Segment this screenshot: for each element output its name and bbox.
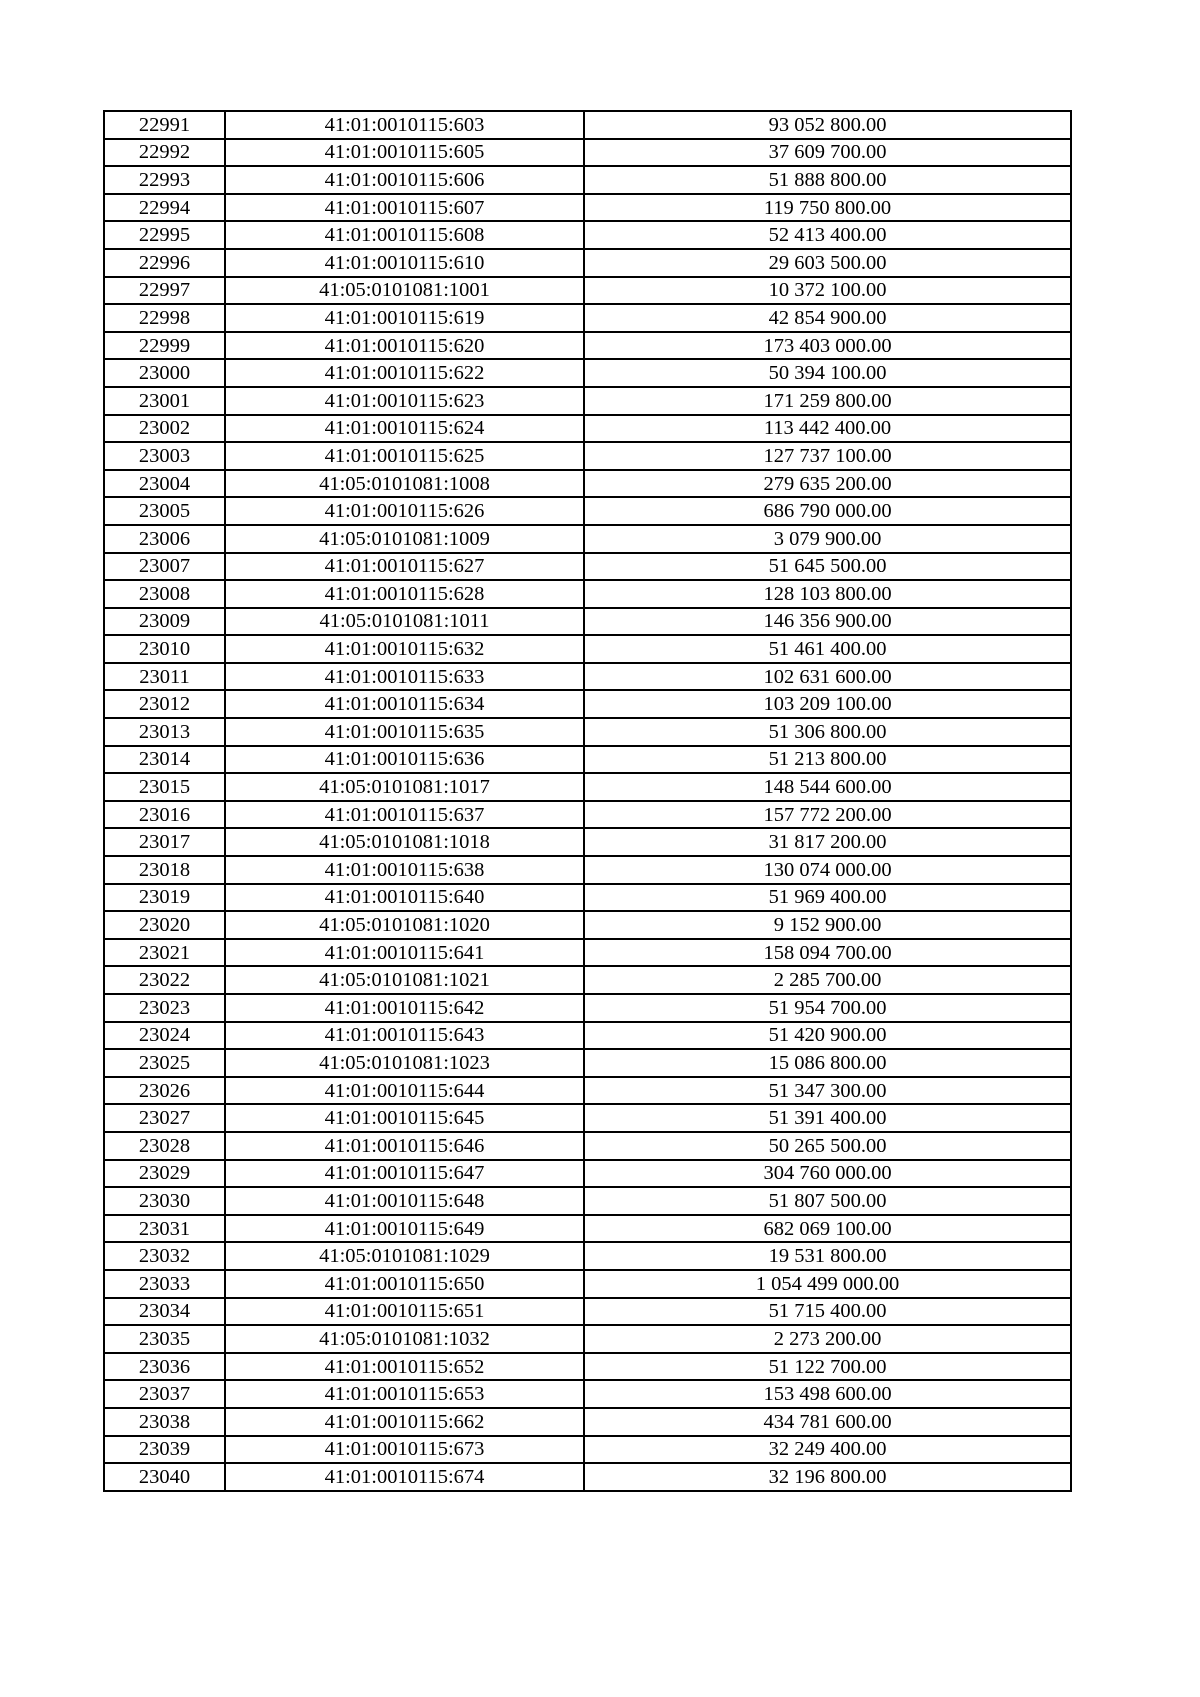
row-number-cell: 22997 [104,277,225,305]
cadastral-number-cell: 41:05:0101081:1011 [225,608,584,636]
cadastral-number-cell: 41:01:0010115:647 [225,1160,584,1188]
cadastral-number-cell: 41:01:0010115:605 [225,139,584,167]
row-number-cell: 23003 [104,442,225,470]
cadastral-number-cell: 41:01:0010115:637 [225,801,584,829]
row-number-cell: 23007 [104,553,225,581]
cadastral-number-cell: 41:01:0010115:632 [225,635,584,663]
row-number-cell: 23014 [104,746,225,774]
cadastral-value-cell: 1 054 499 000.00 [584,1270,1071,1298]
table-row [104,911,1071,939]
row-number-cell: 23015 [104,773,225,801]
table-row [104,1187,1071,1215]
row-number-cell: 23011 [104,663,225,691]
row-number-cell: 23034 [104,1298,225,1326]
cadastral-value-cell: 19 531 800.00 [584,1242,1071,1270]
cadastral-value-table [103,110,1072,1492]
cadastral-number-cell: 41:05:0101081:1032 [225,1325,584,1353]
row-number-cell: 23009 [104,608,225,636]
cadastral-number-cell: 41:01:0010115:636 [225,746,584,774]
table-row [104,663,1071,691]
table-row [104,828,1071,856]
cadastral-value-cell: 51 122 700.00 [584,1353,1071,1381]
cadastral-value-cell: 51 213 800.00 [584,746,1071,774]
cadastral-number-cell: 41:05:0101081:1021 [225,966,584,994]
cadastral-value-cell: 682 069 100.00 [584,1215,1071,1243]
cadastral-number-cell: 41:05:0101081:1018 [225,828,584,856]
cadastral-number-cell: 41:05:0101081:1023 [225,1049,584,1077]
cadastral-number-cell: 41:01:0010115:673 [225,1436,584,1464]
table-row [104,856,1071,884]
row-number-cell: 23004 [104,470,225,498]
cadastral-value-cell: 51 461 400.00 [584,635,1071,663]
row-number-cell: 23030 [104,1187,225,1215]
row-number-cell: 23027 [104,1104,225,1132]
table-row [104,221,1071,249]
cadastral-value-cell: 148 544 600.00 [584,773,1071,801]
cadastral-number-cell: 41:01:0010115:606 [225,166,584,194]
cadastral-value-cell: 113 442 400.00 [584,415,1071,443]
row-number-cell: 23036 [104,1353,225,1381]
cadastral-number-cell: 41:01:0010115:648 [225,1187,584,1215]
table-row [104,166,1071,194]
row-number-cell: 22994 [104,194,225,222]
cadastral-value-cell: 146 356 900.00 [584,608,1071,636]
cadastral-number-cell: 41:01:0010115:627 [225,553,584,581]
cadastral-value-cell: 50 265 500.00 [584,1132,1071,1160]
row-number-cell: 23019 [104,884,225,912]
cadastral-number-cell: 41:01:0010115:649 [225,1215,584,1243]
table-row [104,746,1071,774]
row-number-cell: 23023 [104,994,225,1022]
cadastral-value-cell: 52 413 400.00 [584,221,1071,249]
row-number-cell: 22993 [104,166,225,194]
cadastral-number-cell: 41:01:0010115:635 [225,718,584,746]
cadastral-number-cell: 41:01:0010115:610 [225,249,584,277]
table-row [104,1353,1071,1381]
table-row [104,608,1071,636]
cadastral-number-cell: 41:01:0010115:662 [225,1408,584,1436]
row-number-cell: 22999 [104,332,225,360]
table-row [104,249,1071,277]
row-number-cell: 23013 [104,718,225,746]
cadastral-number-cell: 41:05:0101081:1029 [225,1242,584,1270]
row-number-cell: 23037 [104,1380,225,1408]
row-number-cell: 22998 [104,304,225,332]
cadastral-number-cell: 41:01:0010115:607 [225,194,584,222]
cadastral-value-cell: 102 631 600.00 [584,663,1071,691]
table-row [104,1463,1071,1491]
row-number-cell: 23038 [104,1408,225,1436]
table-row [104,994,1071,1022]
cadastral-value-cell: 119 750 800.00 [584,194,1071,222]
table-row [104,277,1071,305]
table-row [104,139,1071,167]
table-row [104,1132,1071,1160]
table-row [104,1215,1071,1243]
row-number-cell: 23035 [104,1325,225,1353]
cadastral-number-cell: 41:05:0101081:1009 [225,525,584,553]
cadastral-value-cell: 51 645 500.00 [584,553,1071,581]
cadastral-number-cell: 41:01:0010115:644 [225,1077,584,1105]
row-number-cell: 23018 [104,856,225,884]
cadastral-value-cell: 50 394 100.00 [584,359,1071,387]
row-number-cell: 23026 [104,1077,225,1105]
row-number-cell: 23012 [104,690,225,718]
cadastral-value-cell: 42 854 900.00 [584,304,1071,332]
cadastral-number-cell: 41:01:0010115:622 [225,359,584,387]
cadastral-value-cell: 37 609 700.00 [584,139,1071,167]
table-row [104,415,1071,443]
table-row [104,1380,1071,1408]
row-number-cell: 23025 [104,1049,225,1077]
cadastral-value-cell: 304 760 000.00 [584,1160,1071,1188]
table-row [104,690,1071,718]
cadastral-value-cell: 51 969 400.00 [584,884,1071,912]
cadastral-number-cell: 41:01:0010115:626 [225,497,584,525]
cadastral-value-cell: 127 737 100.00 [584,442,1071,470]
cadastral-number-cell: 41:01:0010115:642 [225,994,584,1022]
table-row [104,580,1071,608]
cadastral-number-cell: 41:01:0010115:645 [225,1104,584,1132]
cadastral-number-cell: 41:05:0101081:1017 [225,773,584,801]
cadastral-number-cell: 41:01:0010115:638 [225,856,584,884]
cadastral-value-cell: 128 103 800.00 [584,580,1071,608]
cadastral-number-cell: 41:01:0010115:603 [225,111,584,139]
table-row [104,635,1071,663]
row-number-cell: 23017 [104,828,225,856]
row-number-cell: 23028 [104,1132,225,1160]
cadastral-value-cell: 15 086 800.00 [584,1049,1071,1077]
table-row [104,525,1071,553]
cadastral-value-cell: 434 781 600.00 [584,1408,1071,1436]
table-row [104,497,1071,525]
table-row [104,939,1071,967]
cadastral-value-cell: 32 196 800.00 [584,1463,1071,1491]
cadastral-value-cell: 51 391 400.00 [584,1104,1071,1132]
cadastral-value-cell: 31 817 200.00 [584,828,1071,856]
cadastral-value-cell: 103 209 100.00 [584,690,1071,718]
cadastral-number-cell: 41:01:0010115:628 [225,580,584,608]
cadastral-value-cell: 3 079 900.00 [584,525,1071,553]
table-row [104,1325,1071,1353]
cadastral-number-cell: 41:01:0010115:652 [225,1353,584,1381]
table-row [104,1436,1071,1464]
row-number-cell: 23031 [104,1215,225,1243]
table-row [104,1242,1071,1270]
cadastral-number-cell: 41:01:0010115:646 [225,1132,584,1160]
table-row [104,1298,1071,1326]
cadastral-number-cell: 41:01:0010115:624 [225,415,584,443]
row-number-cell: 23006 [104,525,225,553]
row-number-cell: 23008 [104,580,225,608]
table-row [104,553,1071,581]
cadastral-value-cell: 9 152 900.00 [584,911,1071,939]
cadastral-number-cell: 41:01:0010115:674 [225,1463,584,1491]
table-row [104,387,1071,415]
row-number-cell: 23005 [104,497,225,525]
cadastral-number-cell: 41:01:0010115:641 [225,939,584,967]
row-number-cell: 23021 [104,939,225,967]
cadastral-value-cell: 51 306 800.00 [584,718,1071,746]
row-number-cell: 23001 [104,387,225,415]
row-number-cell: 23000 [104,359,225,387]
table-row [104,111,1071,139]
cadastral-number-cell: 41:01:0010115:620 [225,332,584,360]
cadastral-value-cell: 279 635 200.00 [584,470,1071,498]
cadastral-value-cell: 51 807 500.00 [584,1187,1071,1215]
cadastral-number-cell: 41:01:0010115:640 [225,884,584,912]
row-number-cell: 22996 [104,249,225,277]
cadastral-number-cell: 41:05:0101081:1001 [225,277,584,305]
row-number-cell: 23022 [104,966,225,994]
table-row [104,1160,1071,1188]
table-row [104,773,1071,801]
cadastral-value-cell: 173 403 000.00 [584,332,1071,360]
cadastral-value-cell: 171 259 800.00 [584,387,1071,415]
table-row [104,304,1071,332]
cadastral-value-cell: 51 715 400.00 [584,1298,1071,1326]
table-row [104,1270,1071,1298]
row-number-cell: 22992 [104,139,225,167]
cadastral-number-cell: 41:01:0010115:651 [225,1298,584,1326]
cadastral-value-cell: 51 420 900.00 [584,1022,1071,1050]
row-number-cell: 23010 [104,635,225,663]
cadastral-number-cell: 41:01:0010115:643 [225,1022,584,1050]
cadastral-number-cell: 41:01:0010115:619 [225,304,584,332]
cadastral-value-cell: 2 273 200.00 [584,1325,1071,1353]
cadastral-number-cell: 41:01:0010115:650 [225,1270,584,1298]
table-row [104,1077,1071,1105]
row-number-cell: 23020 [104,911,225,939]
row-number-cell: 23033 [104,1270,225,1298]
cadastral-value-cell: 32 249 400.00 [584,1436,1071,1464]
row-number-cell: 22991 [104,111,225,139]
cadastral-value-cell: 51 347 300.00 [584,1077,1071,1105]
table-row [104,194,1071,222]
cadastral-value-cell: 51 888 800.00 [584,166,1071,194]
cadastral-value-cell: 130 074 000.00 [584,856,1071,884]
table-row [104,1104,1071,1132]
table-body [104,111,1071,1491]
cadastral-value-cell: 29 603 500.00 [584,249,1071,277]
cadastral-value-cell: 157 772 200.00 [584,801,1071,829]
cadastral-value-cell: 153 498 600.00 [584,1380,1071,1408]
row-number-cell: 23040 [104,1463,225,1491]
cadastral-value-cell: 10 372 100.00 [584,277,1071,305]
table-row [104,718,1071,746]
table-row [104,1408,1071,1436]
cadastral-number-cell: 41:01:0010115:633 [225,663,584,691]
table-row [104,359,1071,387]
cadastral-number-cell: 41:05:0101081:1008 [225,470,584,498]
table-row [104,801,1071,829]
cadastral-value-cell: 2 285 700.00 [584,966,1071,994]
table-row [104,442,1071,470]
row-number-cell: 23002 [104,415,225,443]
cadastral-number-cell: 41:01:0010115:608 [225,221,584,249]
cadastral-number-cell: 41:01:0010115:623 [225,387,584,415]
cadastral-value-cell: 158 094 700.00 [584,939,1071,967]
cadastral-number-cell: 41:01:0010115:625 [225,442,584,470]
table-row [104,966,1071,994]
cadastral-number-cell: 41:01:0010115:653 [225,1380,584,1408]
table-row [104,1049,1071,1077]
row-number-cell: 23032 [104,1242,225,1270]
row-number-cell: 23024 [104,1022,225,1050]
row-number-cell: 23016 [104,801,225,829]
cadastral-value-cell: 51 954 700.00 [584,994,1071,1022]
cadastral-value-cell: 93 052 800.00 [584,111,1071,139]
row-number-cell: 23039 [104,1436,225,1464]
row-number-cell: 23029 [104,1160,225,1188]
table-row [104,1022,1071,1050]
row-number-cell: 22995 [104,221,225,249]
cadastral-value-cell: 686 790 000.00 [584,497,1071,525]
table-row [104,332,1071,360]
cadastral-number-cell: 41:05:0101081:1020 [225,911,584,939]
table-row [104,470,1071,498]
cadastral-number-cell: 41:01:0010115:634 [225,690,584,718]
table-row [104,884,1071,912]
